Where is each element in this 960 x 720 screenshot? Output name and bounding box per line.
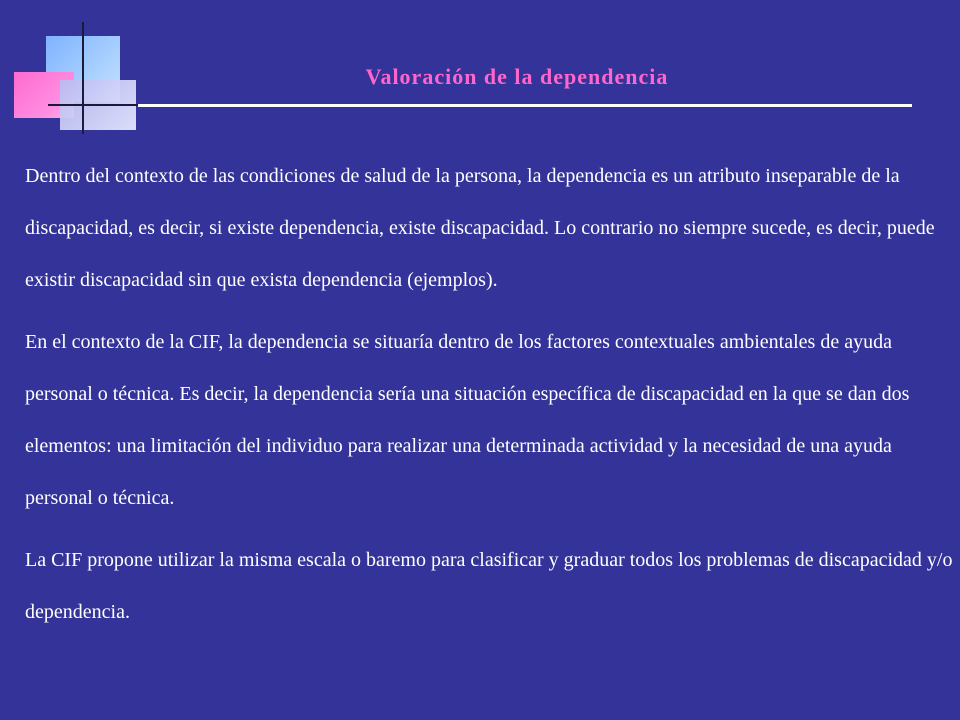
decor-horizontal-line-dark [48, 104, 138, 106]
paragraph-3: La CIF propone utilizar la misma escala o baremo para clasificar y graduar todos los problemas de discapacidad y/o dependencia. [25, 549, 953, 623]
slide-body [25, 150, 957, 648]
paragraph-2: En el contexto de la CIF, la dependencia se situaría dentro de los factores contextuales ambientales de ayuda personal o técnica. Es decir, la dependencia sería una situación específica de discapacidad en la que se dan dos elementos: una limitación del individuo para realizar una determinada actividad y la necesidad de una ayuda personal o técnica. [25, 331, 910, 509]
title-underline-rule [138, 104, 912, 107]
paragraph-1: Dentro del contexto de las condiciones de salud de la persona, la dependencia es un atributo inseparable de la discapacidad, es decir, si existe dependencia, existe discapacidad. Lo contrario no siempre sucede, es decir, puede existir discapacidad sin que exista dependencia (ejemplos). [25, 165, 935, 291]
slide-title: Valoración de la dependencia [365, 64, 669, 89]
